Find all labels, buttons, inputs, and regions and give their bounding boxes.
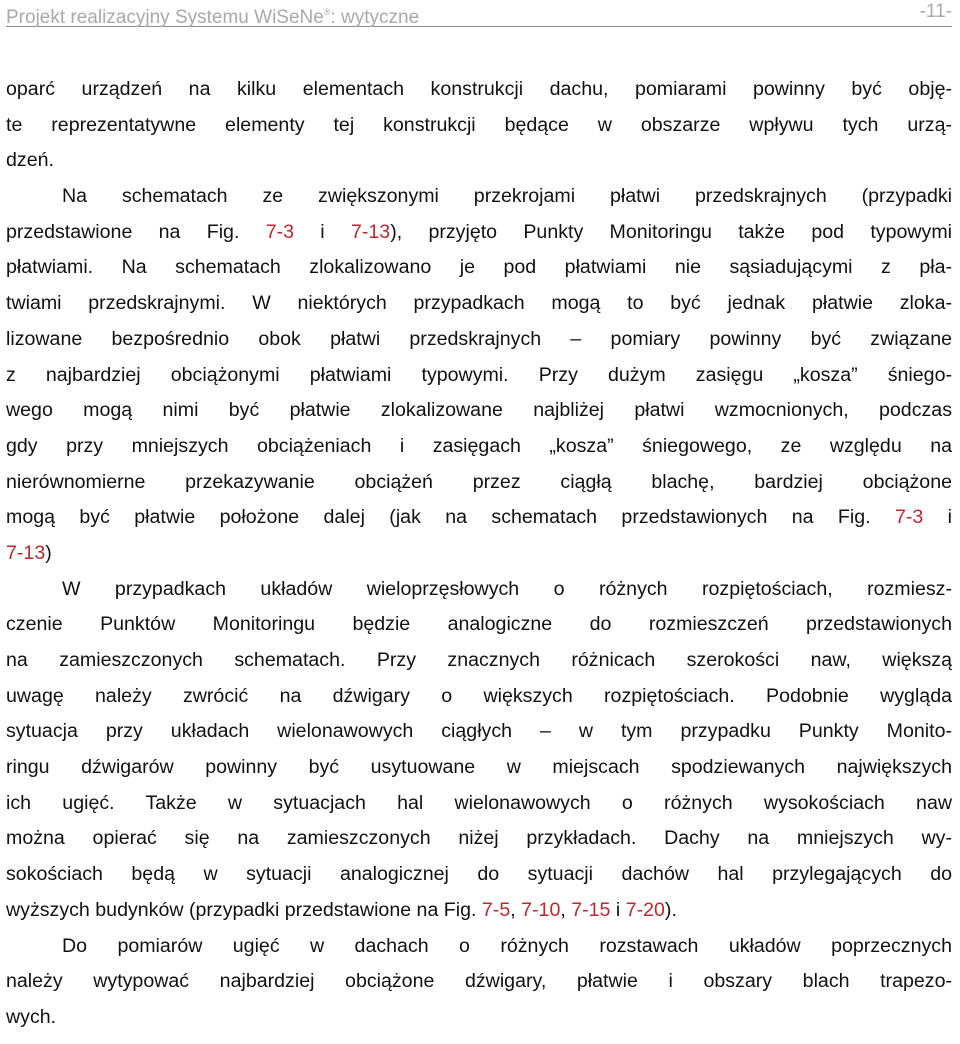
text-line xyxy=(6,250,952,286)
text-line xyxy=(6,750,952,786)
text-line xyxy=(6,500,952,536)
text-line xyxy=(6,393,952,429)
text-run: gdy przy mniejszych obciążeniach i zasięgach „kosza” śniegowego, ze względu na xyxy=(6,434,952,457)
body-text xyxy=(6,72,952,1036)
text-run: lizowane bezpośrednio obok płatwi przedskrajnych – pomiary powinny być związane xyxy=(6,327,952,350)
text-line xyxy=(6,786,952,822)
text-line xyxy=(6,358,952,394)
figure-reference-link[interactable]: 7-3 xyxy=(894,506,924,529)
text-run: wyższych budynków (przypadki przedstawione na Fig. xyxy=(6,898,482,921)
text-line xyxy=(6,72,952,108)
text-run: , xyxy=(560,898,572,921)
text-run: płatwiami. Na schematach zlokalizowano je pod płatwiami nie sąsiadującymi z pła- xyxy=(6,256,952,279)
text-line xyxy=(6,1000,952,1036)
text-line xyxy=(6,679,952,715)
text-line xyxy=(6,143,952,179)
text-run: z najbardziej obciążonymi płatwiami typowymi. Przy dużym zasięgu „kosza” śniego- xyxy=(6,363,952,386)
text-run: twiami przedskrajnymi. W niektórych przypadkach mogą to być jednak płatwie zloka- xyxy=(6,292,952,315)
text-run: i xyxy=(294,220,351,243)
text-run: dzeń. xyxy=(6,149,54,172)
figure-reference-link[interactable]: 7-13 xyxy=(6,541,46,564)
text-line xyxy=(6,572,952,608)
text-line xyxy=(6,607,952,643)
text-run: należy wytypować najbardziej obciążone dźwigary, płatwie i obszary blach trapezo- xyxy=(6,970,952,993)
text-line xyxy=(6,108,952,144)
text-run: i xyxy=(923,506,952,529)
text-run: sytuacja przy układach wielonawowych ciągłych – w tym przypadku Punkty Monito- xyxy=(6,720,952,743)
text-line xyxy=(6,179,952,215)
text-run: ), przyjęto Punkty Monitoringu także pod typowymi xyxy=(390,220,952,243)
text-run: mogą być płatwie położone dalej (jak na schematach przedstawionych na Fig. xyxy=(6,506,895,529)
text-run: ich ugięć. Także w sytuacjach hal wielonawowych o różnych wysokościach naw xyxy=(6,791,952,814)
text-line xyxy=(6,643,952,679)
text-line xyxy=(6,714,952,750)
text-line xyxy=(6,964,952,1000)
text-line xyxy=(6,215,952,251)
text-line xyxy=(6,857,952,893)
text-run: te reprezentatywne elementy tej konstrukcji będące w obszarze wpływu tych urzą- xyxy=(6,113,952,136)
text-run: uwagę należy zwrócić na dźwigary o większych rozpiętościach. Podobnie wygląda xyxy=(6,684,952,707)
text-run: i xyxy=(610,898,626,921)
text-run: czenie Punktów Monitoringu będzie analogiczne do rozmieszczeń przedstawionych xyxy=(6,613,952,636)
page-header xyxy=(6,0,952,27)
text-run: przedstawione na Fig. xyxy=(6,220,266,243)
text-run: na zamieszczonych schematach. Przy znacznych różnicach szerokości naw, większą xyxy=(6,649,952,671)
header-title: Projekt realizacyjny Systemu WiSeNe®: wytyczne xyxy=(6,7,420,28)
text-run: ) xyxy=(45,541,52,564)
text-run: Na schematach ze zwiększonymi przekrojami płatwi przedskrajnych (przypadki xyxy=(62,185,952,208)
text-line xyxy=(6,821,952,857)
text-line xyxy=(6,929,952,965)
text-run: Do pomiarów ugięć w dachach o różnych rozstawach układów poprzecznych xyxy=(62,934,952,957)
text-run: , xyxy=(510,898,522,921)
figure-reference-link[interactable]: 7-13 xyxy=(350,220,391,243)
text-line xyxy=(6,429,952,465)
text-run: ). xyxy=(664,898,677,921)
text-run: oparć urządzeń na kilku elementach konstrukcji dachu, pomiarami powinny być obję- xyxy=(6,78,952,100)
figure-reference-link[interactable]: 7-5 xyxy=(481,898,511,921)
text-run: ringu dźwigarów powinny być usytuowane w miejscach spodziewanych największych xyxy=(6,756,952,779)
text-line xyxy=(6,893,952,929)
text-run: W przypadkach układów wieloprzęsłowych o różnych rozpiętościach, rozmiesz- xyxy=(62,577,952,600)
text-run: nierównomierne przekazywanie obciążeń przez ciągłą blachę, bardziej obciążone xyxy=(6,470,952,493)
text-run: sokościach będą w sytuacji analogicznej do sytuacji dachów hal przylegających do xyxy=(6,863,952,886)
text-line xyxy=(6,465,952,501)
text-run: wego mogą nimi być płatwie zlokalizowane najbliżej płatwi wzmocnionych, podczas xyxy=(6,399,952,422)
text-run: wych. xyxy=(6,1005,57,1028)
text-line xyxy=(6,536,952,572)
figure-reference-link[interactable]: 7-10 xyxy=(521,898,561,921)
text-line xyxy=(6,286,952,322)
figure-reference-link[interactable]: 7-15 xyxy=(571,898,611,921)
figure-reference-link[interactable]: 7-20 xyxy=(625,898,665,921)
text-line xyxy=(6,322,952,358)
page-number: -11- xyxy=(919,1,952,22)
figure-reference-link[interactable]: 7-3 xyxy=(265,220,295,243)
text-run: można opierać się na zamieszczonych niżej przykładach. Dachy na mniejszych wy- xyxy=(6,827,952,850)
registered-mark: ® xyxy=(323,7,331,17)
